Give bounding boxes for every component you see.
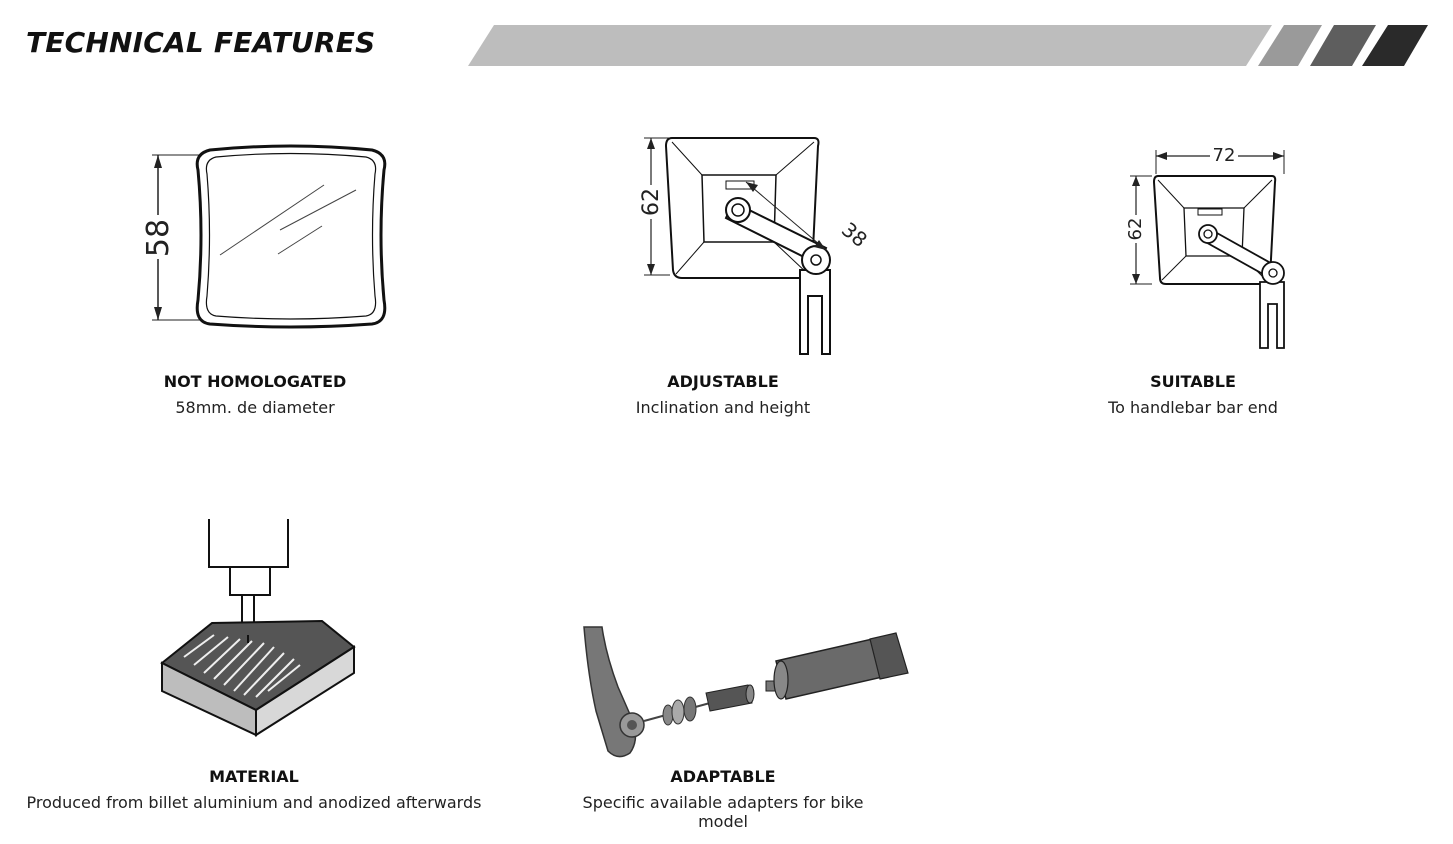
dimension-label: 72 xyxy=(1212,145,1236,166)
feature-not-homologated xyxy=(110,140,400,430)
mirror-adjustable-illustration xyxy=(578,130,872,360)
feature-title: SUITABLE xyxy=(1150,372,1236,391)
feature-title: NOT HOMOLOGATED xyxy=(163,372,347,391)
feature-description: 58mm. de diameter xyxy=(175,398,335,417)
dimension-label: 38 xyxy=(837,217,872,253)
feature-description: Specific available adapters for bike model xyxy=(582,793,864,831)
feature-title: MATERIAL xyxy=(209,767,299,786)
page-title: TECHNICAL FEATURES xyxy=(26,26,376,59)
feature-adjustable xyxy=(578,130,872,430)
dimension-label: 58 xyxy=(141,218,176,258)
feature-description: Inclination and height xyxy=(635,398,811,417)
adapter-kit-illustration xyxy=(560,615,920,765)
feature-material xyxy=(24,515,484,825)
mirror-bar-end-illustration xyxy=(1048,140,1338,355)
mirror-outline-illustration xyxy=(110,140,400,340)
feature-title: ADAPTABLE xyxy=(670,767,776,786)
dimension-label: 62 xyxy=(1125,217,1146,241)
feature-description: Produced from billet aluminium and anodized afterwards xyxy=(26,793,482,812)
dimension-label: 62 xyxy=(639,188,664,216)
feature-title: ADJUSTABLE xyxy=(667,372,779,391)
feature-adaptable xyxy=(560,615,886,831)
header-banner-stripe xyxy=(0,0,1453,80)
feature-description: To handlebar bar end xyxy=(1108,398,1278,417)
billet-machining-illustration xyxy=(24,515,484,745)
feature-suitable xyxy=(1048,140,1338,430)
